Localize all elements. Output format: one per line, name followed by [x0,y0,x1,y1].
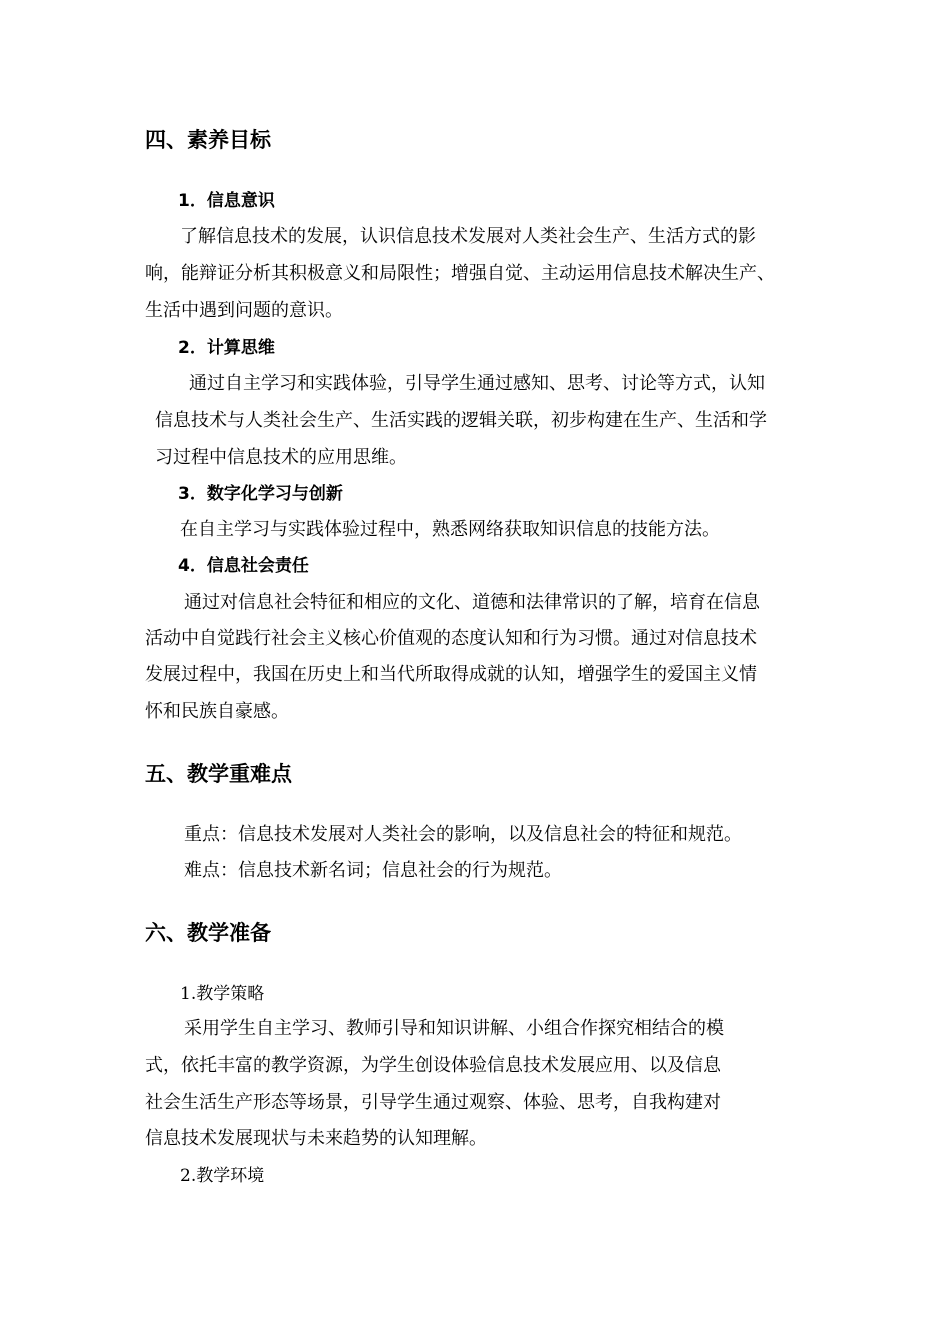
subheading-teaching-strategy: 1.教学策略 [180,984,265,1004]
paragraph-line: 通过自主学习和实践体验，引导学生通过感知、思考、讨论等方式，认知 [189,373,765,394]
difficulty-line: 难点：信息技术新名词；信息社会的行为规范。 [184,860,562,881]
paragraph-line: 式，依托丰富的教学资源，为学生创设体验信息技术发展应用、以及信息 [145,1055,721,1076]
subheading-information-responsibility: 4．信息社会责任 [178,556,309,576]
subheading-teaching-environment: 2.教学环境 [180,1166,265,1186]
subheading-information-awareness: 1．信息意识 [178,191,275,211]
paragraph-line: 了解信息技术的发展，认识信息技术发展对人类社会生产、生活方式的影 [180,226,756,247]
subheading-computational-thinking: 2．计算思维 [178,338,275,358]
section-title-5: 五、教学重难点 [145,762,292,786]
paragraph-line: 在自主学习与实践体验过程中，熟悉网络获取知识信息的技能方法。 [180,519,720,540]
paragraph-line: 通过对信息社会特征和相应的文化、道德和法律常识的了解，培育在信息 [184,592,760,613]
paragraph-line: 活动中自觉践行社会主义核心价值观的态度认知和行为习惯。通过对信息技术 [145,628,757,649]
paragraph-line: 生活中遇到问题的意识。 [145,300,343,321]
section-title-6: 六、教学准备 [145,921,271,945]
key-point-line: 重点：信息技术发展对人类社会的影响，以及信息社会的特征和规范。 [184,824,742,845]
section-title-4: 四、素养目标 [145,128,271,152]
subheading-digital-learning: 3．数字化学习与创新 [178,484,343,504]
paragraph-line: 信息技术与人类社会生产、生活实践的逻辑关联，初步构建在生产、生活和学 [155,410,767,431]
paragraph-line: 响，能辩证分析其积极意义和局限性；增强自觉、主动运用信息技术解决生产、 [145,263,775,284]
paragraph-line: 习过程中信息技术的应用思维。 [155,447,407,468]
paragraph-line: 社会生活生产形态等场景，引导学生通过观察、体验、思考，自我构建对 [145,1092,721,1113]
paragraph-line: 怀和民族自豪感。 [145,701,289,722]
paragraph-line: 发展过程中，我国在历史上和当代所取得成就的认知，增强学生的爱国主义情 [145,664,757,685]
paragraph-line: 采用学生自主学习、教师引导和知识讲解、小组合作探究相结合的模 [184,1018,724,1039]
paragraph-line: 信息技术发展现状与未来趋势的认知理解。 [145,1128,487,1149]
